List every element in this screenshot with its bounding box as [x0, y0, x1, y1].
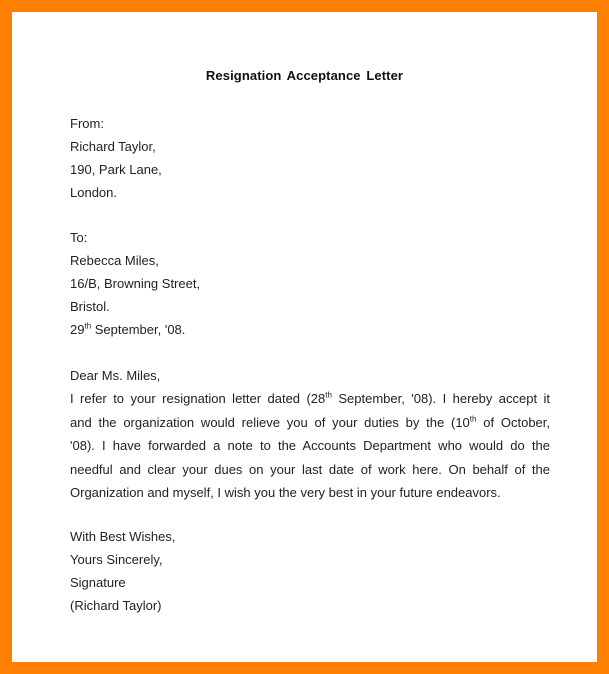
body-line-1-start: I refer to your resignation letter dated (28: [70, 391, 326, 406]
body-line-2-ordinal: th: [469, 414, 477, 424]
body-line-3: '08). I have forwarded a note to the Accounts Department who would do the: [70, 438, 550, 453]
signature: Signature: [70, 575, 126, 590]
to-label: To:: [70, 230, 88, 245]
sender-city: London.: [70, 185, 117, 200]
recipient-street: 16/B, Browning Street,: [70, 276, 201, 291]
recipient-city: Bristol.: [70, 299, 110, 314]
closing-wishes: With Best Wishes,: [70, 529, 176, 544]
body-line-1-end: September, '08). I hereby accept it: [331, 391, 551, 406]
date-day: 29: [70, 322, 85, 337]
body-line-2: [70, 411, 550, 435]
date-rest: September, '08.: [91, 322, 186, 337]
signatory-name: (Richard Taylor): [70, 598, 162, 613]
letter-title: Resignation Acceptance Letter: [205, 68, 404, 83]
body-line-2-end: of October,: [476, 414, 551, 430]
date-ordinal: th: [84, 321, 92, 331]
body-line-1-ordinal: th: [325, 390, 332, 400]
body-line-5: Organization and myself, I wish you the very best in your future endeavors.: [70, 485, 501, 500]
body-line-2-start: and the organization would relieve you of your duties by the (10: [70, 414, 470, 430]
sender-address: [70, 112, 162, 204]
sender-name: Richard Taylor,: [70, 139, 156, 154]
body-line-1: [70, 387, 550, 411]
salutation-text: Dear Ms. Miles,: [70, 368, 161, 383]
recipient-address: [70, 226, 200, 341]
closing-block: [70, 525, 175, 617]
closing-sincerely: Yours Sincerely,: [70, 552, 163, 567]
sender-street: 190, Park Lane,: [70, 162, 162, 177]
from-label: From:: [70, 116, 104, 131]
recipient-name: Rebecca Miles,: [70, 253, 159, 268]
salutation: [70, 364, 160, 387]
letter-body: [70, 387, 550, 505]
body-line-4: needful and clear your dues on your last date of work here. On behalf of the: [70, 461, 550, 477]
letter-date: [70, 318, 200, 341]
